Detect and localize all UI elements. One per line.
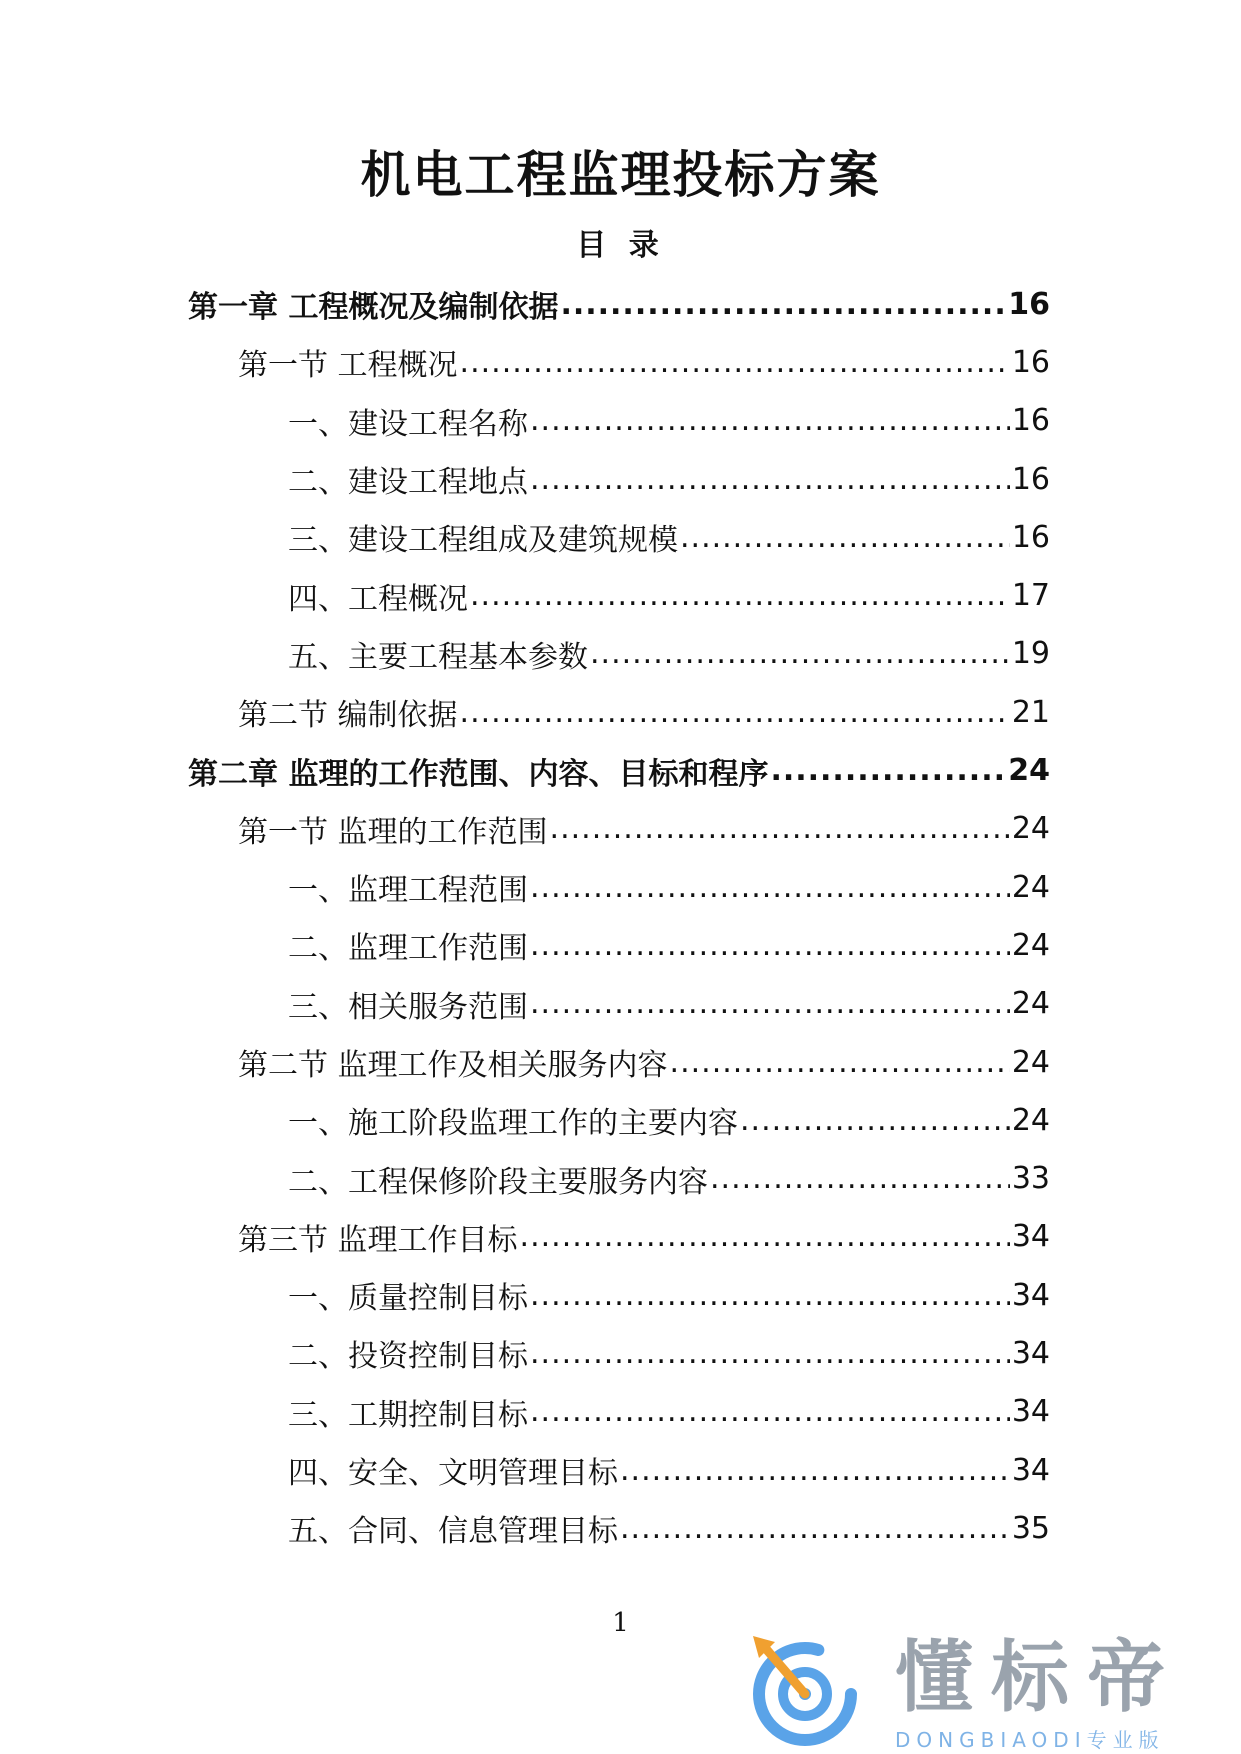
toc-entry[interactable]: 第二节 编制依据 ..... 21 [0, 683, 1241, 741]
watermark-logo [745, 1628, 1225, 1752]
toc-entry[interactable]: 第二章 监理的工作范围、内容、目标和程序 ..... 24 [0, 741, 1241, 799]
toc-entry[interactable]: 二、工程保修阶段主要服务内容 ..... 33 [0, 1149, 1241, 1207]
toc-entry[interactable]: 一、监理工程范围 ..... 24 [0, 858, 1241, 916]
document-title: 机电工程监理投标方案 [360, 146, 881, 204]
toc-entry[interactable]: 三、建设工程组成及建筑规模 ..... 16 [0, 508, 1241, 566]
toc-entry[interactable]: 第一节 监理的工作范围 ..... 24 [0, 800, 1241, 858]
toc-entry[interactable]: 第二节 监理工作及相关服务内容 ..... 24 [0, 1033, 1241, 1091]
page-number: 1 [612, 1608, 629, 1638]
toc-entry[interactable]: 第一节 工程概况 ..... 16 [0, 333, 1241, 391]
toc-heading: 目 录 [576, 228, 665, 263]
toc-entry[interactable]: 四、工程概况 ..... 17 [0, 566, 1241, 624]
toc-entry[interactable]: 二、建设工程地点 ..... 16 [0, 450, 1241, 508]
toc-entry[interactable]: 五、合同、信息管理目标 ..... 35 [0, 1499, 1241, 1557]
watermark-brand: 懂标帝 [895, 1633, 1184, 1723]
table-of-contents [0, 275, 1241, 1558]
toc-entry[interactable]: 五、主要工程基本参数 ..... 19 [0, 625, 1241, 683]
toc-entry[interactable]: 一、质量控制目标 ..... 34 [0, 1266, 1241, 1324]
toc-entry[interactable]: 二、投资控制目标 ..... 34 [0, 1324, 1241, 1382]
target-icon [745, 1628, 875, 1748]
toc-entry[interactable]: 四、安全、文明管理目标 ..... 34 [0, 1441, 1241, 1499]
toc-entry[interactable]: 一、建设工程名称 ..... 16 [0, 392, 1241, 450]
toc-entry[interactable]: 二、监理工作范围 ..... 24 [0, 916, 1241, 974]
toc-entry[interactable]: 三、工期控制目标 ..... 34 [0, 1383, 1241, 1441]
toc-entry[interactable]: 第三节 监理工作目标 ..... 34 [0, 1208, 1241, 1266]
toc-entry[interactable]: 三、相关服务范围 ..... 24 [0, 975, 1241, 1033]
toc-entry[interactable]: 一、施工阶段监理工作的主要内容 ..... 24 [0, 1091, 1241, 1149]
toc-entry[interactable]: 第一章 工程概况及编制依据 ..... 16 [0, 275, 1241, 333]
watermark-subtitle: DONGBIAODI专业版 [895, 1728, 1165, 1752]
